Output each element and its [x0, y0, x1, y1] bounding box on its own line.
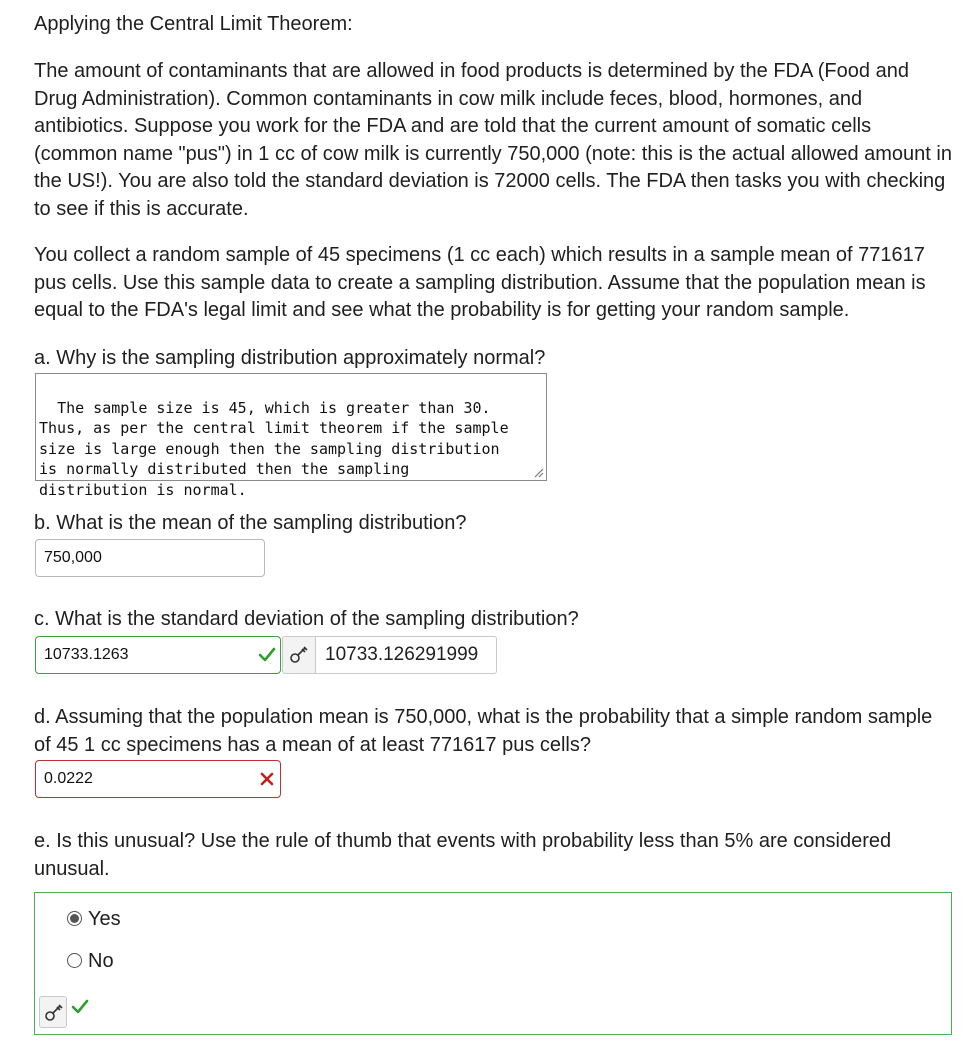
x-icon [258, 770, 276, 788]
resize-grip-icon[interactable] [532, 466, 544, 478]
question-a-answer-text: The sample size is 45, which is greater than 30. Thus, as per the central limit theorem if the sample size is large enough then the sampling distribution is normally distributed then the sampling distribution is normal. [39, 398, 509, 499]
show-answer-button[interactable] [282, 636, 316, 674]
option-no-label: No [88, 950, 114, 972]
question-c-answer-value: 10733.1263 [44, 646, 129, 663]
radio-no[interactable] [67, 953, 82, 968]
question-a-answer-textarea[interactable] [35, 373, 547, 499]
check-icon [258, 646, 276, 664]
question-d-prompt: d. Assuming that the population mean is 750,000, what is the probability that a simple random sample of 45 1 cc specimens has a mean of at least 771617 pus cells? [34, 706, 933, 756]
check-icon [71, 999, 89, 1015]
question-e-prompt: e. Is this unusual? Use the rule of thumb that events with probability less than 5% are considered unusual. [34, 830, 892, 880]
key-icon [289, 646, 309, 664]
option-no[interactable] [67, 949, 114, 973]
question-a-prompt: a. Why is the sampling distribution approximately normal? [34, 347, 546, 369]
question-e-choice-group [34, 892, 952, 1035]
problem-paragraph-2: You collect a random sample of 45 specimens (1 cc each) which results in a sample mean of 771617 pus cells. Use this sample data to create a sampling distribution. Assume that the population mean is equal to the FDA's legal limit and see what the probability is for getting your random sample. [34, 244, 926, 321]
question-d-answer-input[interactable] [35, 760, 281, 798]
show-answer-button-e[interactable] [39, 996, 67, 1028]
question-c-prompt: c. What is the standard deviation of the sampling distribution? [34, 608, 579, 630]
question-b-answer-input[interactable] [35, 539, 265, 577]
question-d-answer-value: 0.0222 [44, 770, 93, 787]
radio-yes-selected[interactable] [67, 911, 82, 926]
question-b-answer-value: 750,000 [44, 549, 102, 566]
question-c-answer-input[interactable] [35, 636, 281, 674]
problem-paragraph-1: The amount of contaminants that are allowed in food products is determined by the FDA (Food and Drug Administration). Common contaminants in cow milk include feces, blood, hormones, and antibiotics. Suppose you work for the FDA and are told that the current amount of somatic cells (common name "pus") in 1 cc of cow milk is currently 750,000 (note: this is the actual allowed amount in the US!). You are also told the standard deviation is 72000 cells. The FDA then tasks you with checking to see if this is accurate. [34, 60, 952, 220]
option-yes-label: Yes [88, 908, 121, 930]
option-yes[interactable] [67, 907, 121, 931]
question-b-prompt: b. What is the mean of the sampling distribution? [34, 512, 467, 534]
question-c-correct-answer: 10733.126291999 [316, 636, 497, 674]
page-title: Applying the Central Limit Theorem: [34, 13, 353, 35]
key-icon [44, 1004, 64, 1022]
